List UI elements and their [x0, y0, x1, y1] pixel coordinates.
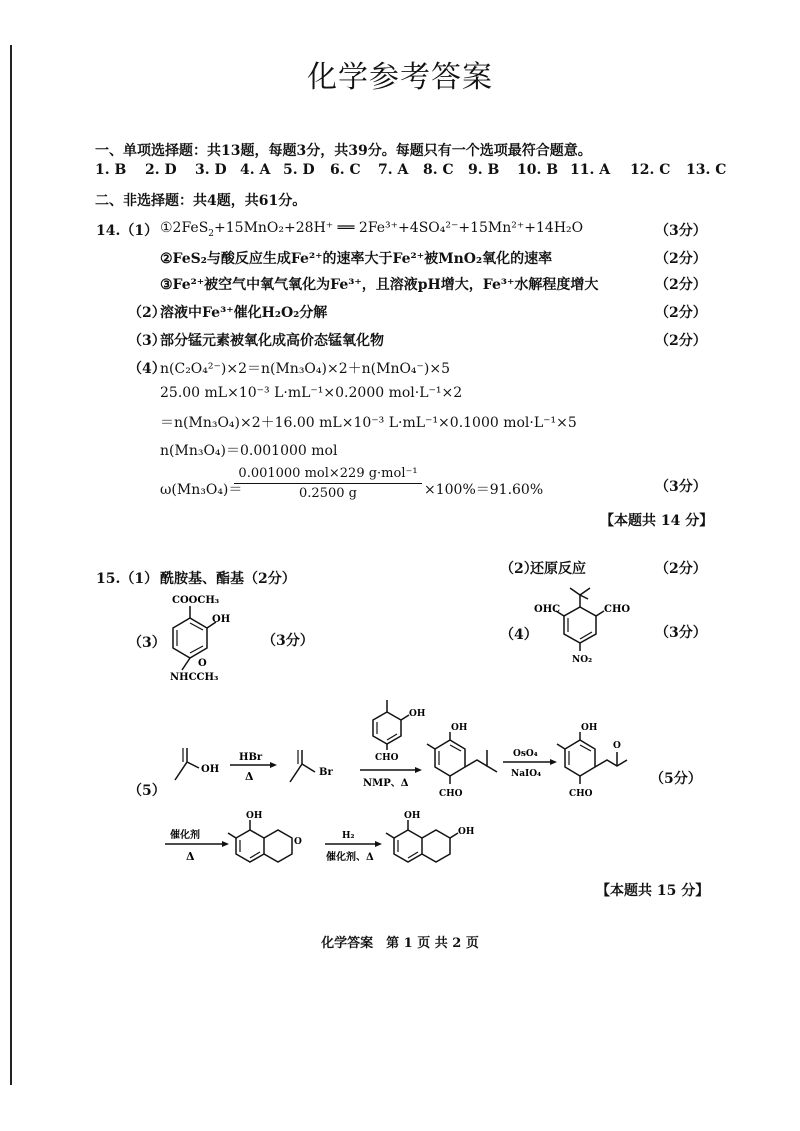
q14-3-score: （2分）	[655, 333, 707, 349]
q14-1a-pre: ①2FeS	[160, 220, 209, 236]
q14-1b-score: （2分）	[655, 251, 707, 267]
benzene-ring	[564, 607, 596, 643]
answer-item: 3. D	[195, 162, 227, 178]
q15-3-score: （3分）	[262, 633, 314, 649]
left-margin-line	[10, 45, 12, 1085]
answer-item: 13. C	[686, 162, 727, 178]
synthesis-route-row1	[165, 690, 645, 820]
reagent-oso4: OsO₄	[513, 749, 538, 759]
q14-4-line3: ＝n(Mn₃O₄)×2＋16.00 mL×10⁻³ L·mL⁻¹×0.1000 mol·L⁻¹×5	[160, 415, 577, 431]
answer-item: 11. A	[570, 162, 611, 178]
answer-item: 1. B	[95, 162, 127, 178]
q14-4-score: （3分）	[655, 479, 707, 495]
label-oh: OH	[212, 614, 231, 625]
q15-5-label: （5）	[128, 783, 166, 799]
q15-label: 15.（1）	[96, 571, 159, 587]
q15-4-label: （4）	[500, 627, 538, 643]
q14-3-label: （3）	[128, 333, 166, 349]
label-cho: CHO	[375, 753, 399, 763]
q15-2-label: （2）	[500, 561, 538, 577]
structure-q15-4	[520, 585, 640, 665]
fraction-numerator: 0.001000 mol×229 g·mol⁻¹	[238, 466, 418, 481]
q14-4-line2: 25.00 mL×10⁻³ L·mL⁻¹×0.2000 mol·L⁻¹×2	[160, 385, 463, 401]
reagent-hbr: HBr	[239, 752, 263, 763]
page-title: 化学参考答案	[307, 60, 493, 95]
q14-4-result: ×100%＝91.60%	[424, 482, 544, 498]
bond	[187, 762, 199, 768]
bond	[596, 611, 604, 616]
label-br: Br	[319, 767, 333, 778]
fraction-bar	[234, 483, 422, 484]
methyl-bond	[386, 833, 394, 838]
q14-4-line4: n(Mn₃O₄)＝0.001000 mol	[160, 443, 338, 459]
q15-total: 【本题共 15 分】	[596, 883, 710, 899]
benzene-ring	[173, 618, 207, 658]
answer-item: 9. B	[468, 162, 500, 178]
answer-item: 5. D	[283, 162, 315, 178]
label-o: O	[294, 837, 302, 847]
bond	[290, 750, 302, 782]
q14-4-line1: n(C₂O₄²⁻)×2＝n(Mn₃O₄)×2＋n(MnO₄⁻)×5	[160, 361, 451, 377]
answer-item: 10. B	[517, 162, 559, 178]
q15-4-score: （3分）	[655, 625, 707, 641]
q15-2: 还原反应	[530, 561, 586, 577]
q15-1: 酰胺基、酯基（2分）	[160, 571, 296, 587]
ketone-chain	[595, 760, 627, 767]
methyl-bond	[580, 588, 590, 595]
structure-q15-3	[150, 590, 240, 690]
label-oh: OH	[451, 723, 468, 733]
q14-1a-equation: ①2FeS$_2$+15MnO₂+28H⁺ ══ 2Fe³⁺+4SO₄²⁻+15Mn²⁺+14H₂O	[160, 220, 584, 239]
q14-2-score: （2分）	[655, 305, 707, 321]
methyl-bond	[228, 833, 236, 838]
methyl-bond	[580, 595, 588, 599]
q14-3: 部分锰元素被氧化成高价态锰氧化物	[160, 333, 384, 349]
label-oh: OH	[409, 709, 426, 719]
bond	[182, 658, 190, 670]
q14-1c-score: （2分）	[655, 277, 707, 293]
label-o: O	[198, 658, 207, 669]
page-footer: 化学答案 第 1 页 共 2 页	[321, 936, 479, 951]
q14-1c: ③Fe²⁺被空气中氧气氧化为Fe³⁺，且溶液pH增大，Fe³⁺水解程度增大	[160, 277, 599, 293]
condition-delta: Δ	[245, 770, 254, 783]
section2-heading: 二、非选择题：共4题，共61分。	[95, 193, 307, 209]
label-cho: CHO	[569, 789, 593, 799]
second-ring	[422, 830, 450, 862]
q14-label: 14.（1）	[96, 223, 159, 239]
answer-item: 12. C	[630, 162, 671, 178]
label-nhc: NHCCH₃	[170, 672, 219, 683]
q15-2-score: （2分）	[655, 561, 707, 577]
label-cho: CHO	[439, 789, 463, 799]
bond	[487, 766, 497, 772]
reagent-catalyst: 催化剂	[170, 830, 200, 841]
answer-item: 4. A	[240, 162, 271, 178]
answer-item: 8. C	[423, 162, 454, 178]
arrowhead	[375, 841, 382, 847]
label-cho: CHO	[604, 604, 631, 615]
answer-item: 2. D	[145, 162, 177, 178]
condition-delta: Δ	[186, 850, 195, 863]
q14-total: 【本题共 14 分】	[600, 513, 714, 529]
methyl-bond	[427, 744, 435, 749]
q15-3-label: （3）	[128, 635, 166, 651]
arrowhead	[270, 762, 277, 768]
q14-1a-eq: +15MnO₂+28H⁺ ══ 2Fe³⁺+4SO₄²⁻+15Mn²⁺+14H₂O	[214, 220, 584, 236]
q14-1a-score: （3分）	[655, 223, 707, 239]
arrowhead	[222, 841, 229, 847]
bond	[450, 833, 458, 838]
q14-1b: ②FeS₂与酸反应生成Fe²⁺的速率大于Fe²⁺被MnO₂氧化的速率	[160, 251, 553, 267]
arrowhead	[415, 767, 422, 773]
synthesis-route-row2	[160, 808, 480, 878]
q14-4-label: （4）	[128, 361, 166, 377]
label-oh: OH	[458, 827, 475, 837]
arrowhead	[550, 759, 557, 765]
label-no2: NO₂	[572, 655, 593, 665]
label-o: O	[613, 741, 621, 751]
q14-4-fraction	[234, 466, 422, 501]
allyl-chain	[465, 750, 487, 767]
label-oh: OH	[404, 811, 421, 821]
fraction-denominator: 0.2500 g	[299, 486, 357, 501]
q15-5-score: （5分）	[650, 771, 702, 787]
q14-2-label: （2）	[128, 305, 166, 321]
label-oh: OH	[201, 764, 220, 775]
bond	[302, 764, 315, 772]
label-oh: OH	[246, 811, 263, 821]
section1-heading: 一、单项选择题：共13题，每题3分，共39分。每题只有一个选项最符合题意。	[95, 143, 592, 159]
condition-nmp: NMP、Δ	[363, 778, 409, 789]
second-ring	[264, 830, 292, 862]
methyl-bond	[557, 744, 565, 749]
reagent-h2: H₂	[342, 831, 355, 841]
q14-2: 溶液中Fe³⁺催化H₂O₂分解	[160, 305, 328, 321]
answer-item: 6. C	[330, 162, 361, 178]
bond	[401, 715, 409, 720]
methyl-bond	[570, 588, 580, 595]
bond	[175, 748, 187, 780]
answer-item: 7. A	[378, 162, 409, 178]
label-ohc: OHC	[534, 604, 561, 615]
reagent-naio4: NaIO₄	[511, 769, 542, 779]
q14-4-omega: ω(Mn₃O₄)＝	[160, 482, 243, 498]
condition-cat: 催化剂、Δ	[326, 852, 374, 863]
label-cooch3: COOCH₃	[172, 595, 220, 606]
label-oh: OH	[581, 723, 598, 733]
